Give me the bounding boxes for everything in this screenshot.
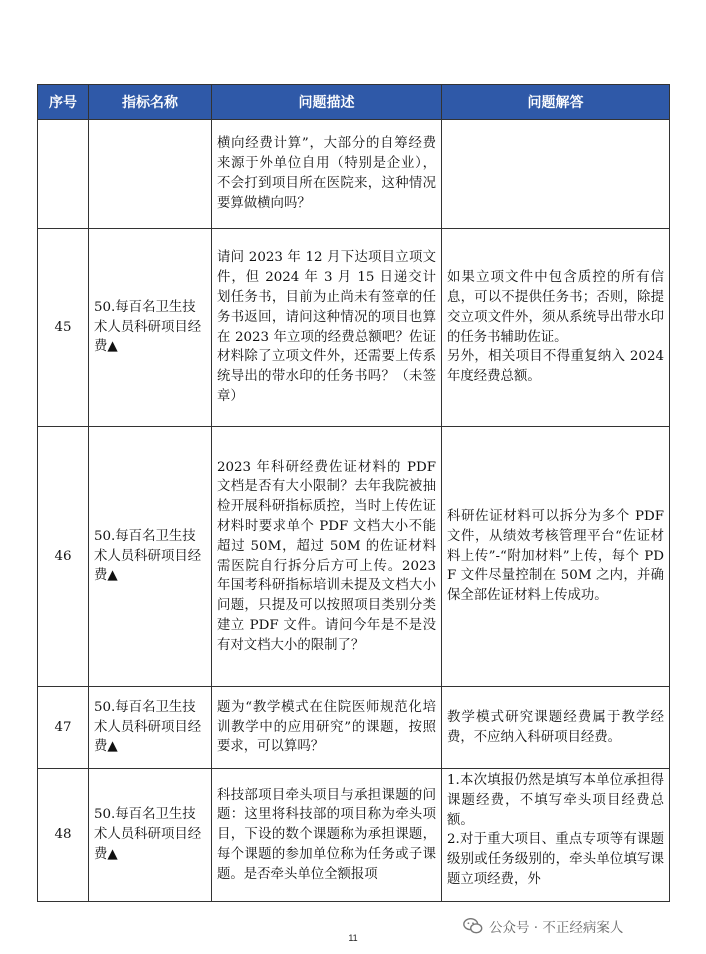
answer-paragraph: 教学模式研究课题经费属于教学经费，不应纳入科研项目经费。 (447, 709, 664, 745)
row-description: 科技部项目牵头项目与承担课题的问题：这里将科技部的项目称为牵头项目，下设的数个课题称为承担课题，每个课题的参加单位称为任务或子课题。是否牵头单位全额报项 (212, 769, 442, 902)
row-number (38, 120, 89, 229)
row-description: 题为“教学模式在住院医师规范化培训教学中的应用研究”的课题，按照要求，可以算吗？ (212, 687, 442, 769)
table-row (38, 120, 670, 229)
row-number: 47 (38, 687, 89, 769)
table-row (38, 229, 670, 427)
row-number: 48 (38, 769, 89, 902)
header-answer: 问题解答 (442, 85, 670, 120)
header-description: 问题描述 (212, 85, 442, 120)
row-answer (442, 687, 670, 769)
answer-paragraph: 2.对于重大项目、重点专项等有课题级别或任务级别的，牵头单位填写课题立项经费，外 (447, 832, 664, 887)
row-answer (442, 769, 670, 902)
row-answer (442, 120, 670, 229)
row-indicator: 50.每百名卫生技术人员科研项目经费▲ (89, 427, 212, 687)
row-description: 横向经费计算”，大部分的自筹经费来源于外单位自用（特别是企业），不会打到项目所在医院来，这种情况要算做横向吗？ (212, 120, 442, 229)
row-indicator: 50.每百名卫生技术人员科研项目经费▲ (89, 687, 212, 769)
header-no: 序号 (38, 85, 89, 120)
answer-paragraph: 如果立项文件中包含质控的所有信息，可以不提供任务书；否则，除提交立项文件外，须从系统导出带水印的任务书辅助佐证。 (447, 270, 664, 345)
row-indicator (89, 120, 212, 229)
header-indicator: 指标名称 (89, 85, 212, 120)
row-answer (442, 229, 670, 427)
answer-paragraph: 1.本次填报仍然是填写本单位承担得课题经费，不填写牵头项目经费总额。 (447, 773, 664, 828)
answer-paragraph: 另外，相关项目不得重复纳入 2024 年度经费总额。 (447, 349, 664, 385)
table-row (38, 769, 670, 902)
table-row (38, 687, 670, 769)
row-indicator: 50.每百名卫生技术人员科研项目经费▲ (89, 229, 212, 427)
watermark-text: 公众号 · 不正经病案人 (489, 920, 624, 936)
row-number: 46 (38, 427, 89, 687)
page-number: 11 (348, 933, 358, 943)
row-answer (442, 427, 670, 687)
row-number: 45 (38, 229, 89, 427)
answer-paragraph: 科研佐证材料可以拆分为多个 PDF 文件，从绩效考核管理平台“佐证材料上传”-“附加材料”上传，每个 PDF 文件尽量控制在 50M 之内，并确保全部佐证材料上传成功。 (447, 509, 664, 604)
table-header-row (38, 85, 670, 120)
row-description: 请问 2023 年 12 月下达项目立项文件，但 2024 年 3 月 15 日递交计划任务书，目前为止尚未有签章的任务书返回，请问这种情况的项目也算在 2023 年立项的经费总额吧？佐证材料除了立项文件外，还需要上传系统导出的带水印的任务书吗？（未签章） (212, 229, 442, 427)
row-description: 2023 年科研经费佐证材料的 PDF 文档是否有大小限制？去年我院被抽检开展科研指标质控，当时上传佐证材料时要求单个 PDF 文档大小不能超过 50M，超过 50M 的佐证材料需医院自行拆分后方可上传。2023 年国考科研指标培训未提及文档大小问题，只提及可以按照项目类别分类建立 PDF 文件。请问今年是不是没有对文档大小的限制了？ (212, 427, 442, 687)
qa-table (37, 84, 670, 902)
row-indicator: 50.每百名卫生技术人员科研项目经费▲ (89, 769, 212, 902)
table-row (38, 427, 670, 687)
